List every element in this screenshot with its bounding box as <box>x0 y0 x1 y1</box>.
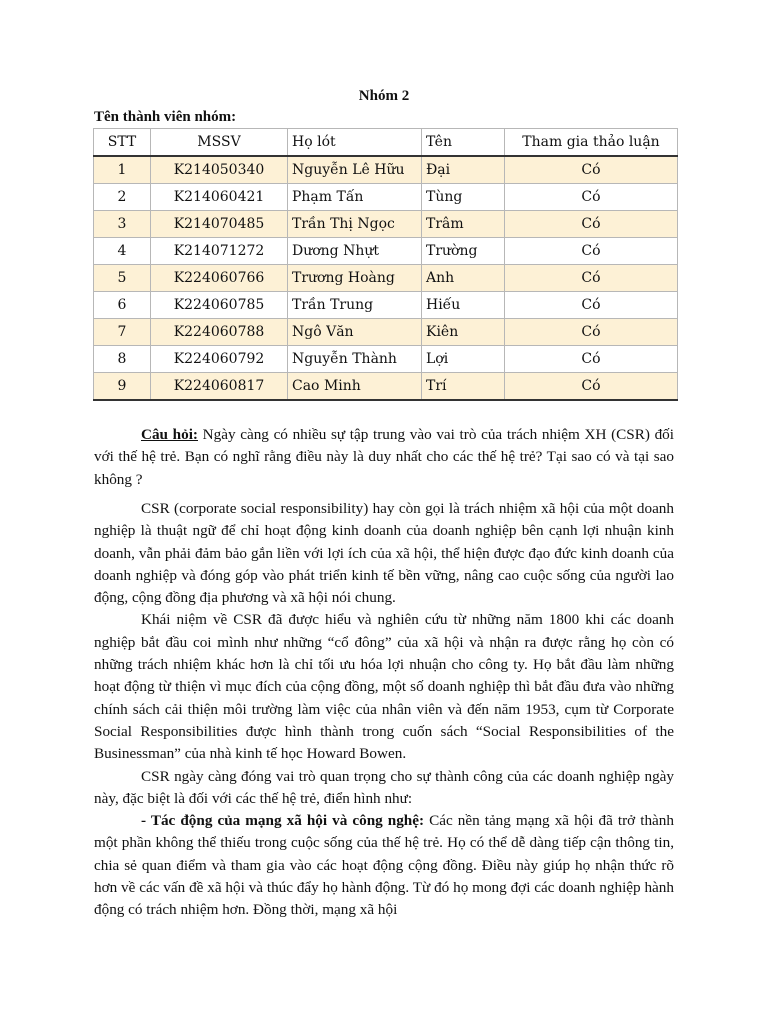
table-row <box>94 319 678 346</box>
cell-ten: Anh <box>422 265 505 292</box>
table-row <box>94 346 678 373</box>
table-row <box>94 184 678 211</box>
paragraph-csr-history: Khái niệm về CSR đã được hiểu và nghiên cứu từ những năm 1800 khi các doanh nghiệp bắt đầu coi mình như những “cổ đông” của xã hội và nhận ra được rằng họ còn có những trách nhiệm khác hơn là chỉ tối ưu hóa lợi nhuận cho công ty. Họ bắt đầu làm những hoạt động từ thiện vì mục đích của cộng đồng, một số doanh nghiệp thì bắt đầu đưa vào những chính sách cải thiện môi trường làm việc của nhân viên và đến năm 1953, cụm từ Corporate Social Responsibilities được hình thành trong cuốn sách “Social Responsibilities of the Businessman” của nhà kinh tế học Howard Bowen. <box>94 611 674 763</box>
social-media-text: Các nền tảng mạng xã hội đã trở thành một phần không thể thiếu trong cuộc sống của thế hệ trẻ. Họ có thể dễ dàng tiếp cận thông tin, chia sẻ quan điểm và tham gia vào các hoạt động cộng đồng. Điều này giúp họ nhận thức rõ hơn về các vấn đề xã hội và thúc đẩy họ hành động. Từ đó họ mong đợi các doanh nghiệp hành động có trách nhiệm hơn. Đồng thời, mạng xã hội <box>94 812 674 919</box>
cell-tham-gia: Có <box>505 373 678 401</box>
cell-stt: 7 <box>94 319 151 346</box>
members-heading: Tên thành viên nhóm: <box>94 109 237 125</box>
cell-ten: Lợi <box>422 346 505 373</box>
table-row <box>94 292 678 319</box>
group-title: Nhóm 2 <box>358 88 410 104</box>
paragraph-csr-importance: CSR ngày càng đóng vai trò quan trọng cho sự thành công của các doanh nghiệp ngày này, đặc biệt là đối với các thế hệ trẻ, điển hình như: <box>94 767 674 807</box>
cell-ho-lot: Dương Nhựt <box>288 238 422 265</box>
cell-stt: 2 <box>94 184 151 211</box>
header-stt: STT <box>94 129 151 157</box>
cell-ho-lot: Trần Trung <box>288 292 422 319</box>
cell-ten: Kiên <box>422 319 505 346</box>
cell-tham-gia: Có <box>505 184 678 211</box>
table-row <box>94 265 678 292</box>
cell-tham-gia: Có <box>505 265 678 292</box>
cell-mssv: K214070485 <box>151 211 288 238</box>
cell-mssv: K214050340 <box>151 156 288 184</box>
cell-ten: Hiếu <box>422 292 505 319</box>
cell-stt: 1 <box>94 156 151 184</box>
social-media-heading: - Tác động của mạng xã hội và công nghệ: <box>141 812 425 830</box>
cell-mssv: K214071272 <box>151 238 288 265</box>
paragraph-social-media <box>94 810 674 921</box>
header-mssv: MSSV <box>151 129 288 157</box>
cell-stt: 3 <box>94 211 151 238</box>
cell-ho-lot: Phạm Tấn <box>288 184 422 211</box>
cell-stt: 8 <box>94 346 151 373</box>
members-table <box>93 128 678 401</box>
cell-ho-lot: Cao Minh <box>288 373 422 401</box>
cell-tham-gia: Có <box>505 292 678 319</box>
cell-mssv: K224060785 <box>151 292 288 319</box>
question-label: Câu hỏi: <box>141 426 198 443</box>
cell-tham-gia: Có <box>505 156 678 184</box>
table-row <box>94 373 678 401</box>
cell-stt: 9 <box>94 373 151 401</box>
header-tham-gia: Tham gia thảo luận <box>505 129 678 157</box>
cell-ho-lot: Nguyễn Lê Hữu <box>288 156 422 184</box>
cell-mssv: K224060817 <box>151 373 288 401</box>
cell-ho-lot: Trương Hoàng <box>288 265 422 292</box>
table-row <box>94 238 678 265</box>
cell-stt: 5 <box>94 265 151 292</box>
paragraph-csr-definition: CSR (corporate social responsibility) hay còn gọi là trách nhiệm xã hội của một doanh nghiệp là thuật ngữ để chỉ hoạt động kinh doanh của doanh nghiệp bên cạnh lợi nhuận kinh doanh, vẫn phải đảm bảo gắn liền với lợi ích của xã hội, thể hiện được đạo đức kinh doanh của doanh nghiệp và đóng góp vào phát triển kinh tế bền vững, nâng cao cuộc sống của người lao động, cộng đồng địa phương và xã hội nói chung. <box>94 500 674 607</box>
header-ho-lot: Họ lót <box>288 129 422 157</box>
table-row <box>94 211 678 238</box>
cell-mssv: K224060766 <box>151 265 288 292</box>
header-ten: Tên <box>422 129 505 157</box>
table-row <box>94 156 678 184</box>
cell-ho-lot: Ngô Văn <box>288 319 422 346</box>
cell-ten: Tùng <box>422 184 505 211</box>
question-block <box>94 424 674 491</box>
cell-tham-gia: Có <box>505 319 678 346</box>
cell-stt: 6 <box>94 292 151 319</box>
cell-ho-lot: Trần Thị Ngọc <box>288 211 422 238</box>
cell-mssv: K224060788 <box>151 319 288 346</box>
cell-ten: Trâm <box>422 211 505 238</box>
cell-mssv: K214060421 <box>151 184 288 211</box>
cell-stt: 4 <box>94 238 151 265</box>
cell-ten: Đại <box>422 156 505 184</box>
question-text: Ngày càng có nhiều sự tập trung vào vai trò của trách nhiệm XH (CSR) đối với thế hệ trẻ. Bạn có nghĩ rằng điều này là duy nhất cho các thế hệ trẻ? Tại sao có và tại sao không ? <box>94 426 674 488</box>
cell-tham-gia: Có <box>505 211 678 238</box>
answer-body <box>94 498 674 922</box>
table-header-row <box>94 129 678 157</box>
cell-mssv: K224060792 <box>151 346 288 373</box>
cell-ten: Trí <box>422 373 505 401</box>
cell-ho-lot: Nguyễn Thành <box>288 346 422 373</box>
cell-ten: Trường <box>422 238 505 265</box>
cell-tham-gia: Có <box>505 346 678 373</box>
cell-tham-gia: Có <box>505 238 678 265</box>
